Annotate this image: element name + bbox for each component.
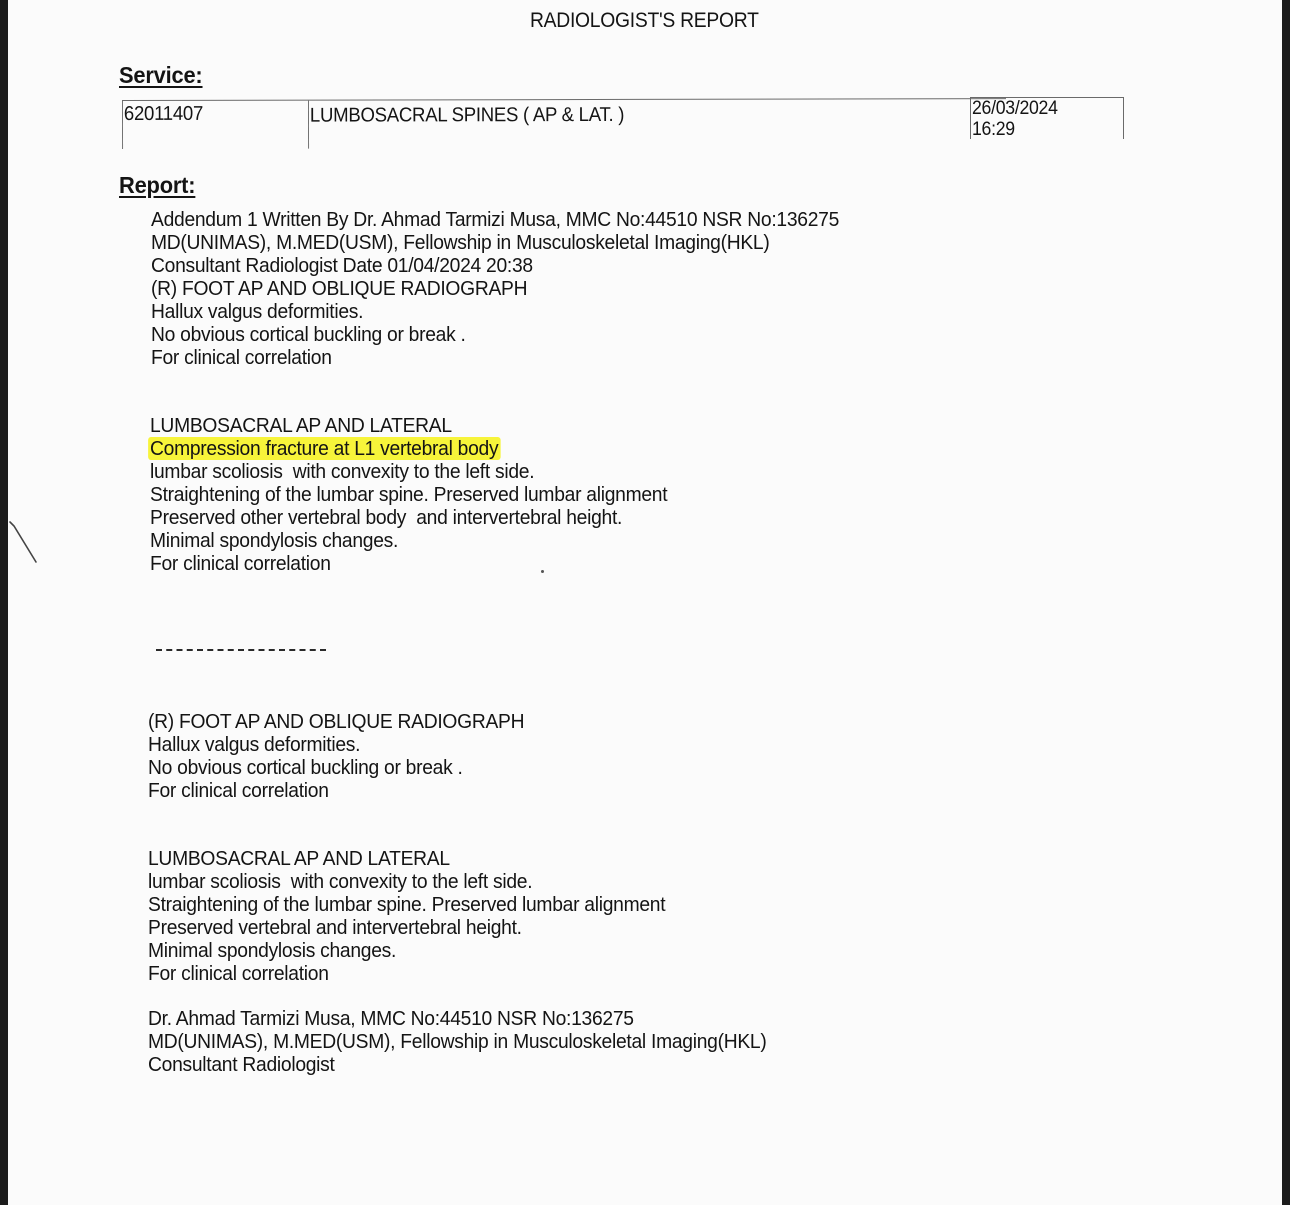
- finding-line: Preserved vertebral and intervertebral height.: [148, 916, 522, 939]
- service-datetime: [970, 97, 1124, 139]
- original-lumbosacral-block: [148, 847, 665, 985]
- report-heading: Report:: [119, 172, 196, 198]
- finding-line: Straightening of the lumbar spine. Preserved lumbar alignment: [150, 483, 668, 506]
- signature-line: Dr. Ahmad Tarmizi Musa, MMC No:44510 NSR No:136275: [148, 1007, 634, 1030]
- addendum-lumbosacral-block: [150, 414, 667, 575]
- report-page: [8, 0, 1282, 1205]
- finding-line: For clinical correlation: [148, 779, 329, 802]
- finding-line: lumbar scoliosis with convexity to the left side.: [148, 870, 533, 893]
- finding-line: For clinical correlation: [148, 962, 329, 985]
- signature-line: MD(UNIMAS), M.MED(USM), Fellowship in Musculoskeletal Imaging(HKL): [148, 1030, 767, 1053]
- service-time: 16:29: [972, 119, 1015, 140]
- finding-line: Preserved other vertebral body and intervertebral height.: [150, 506, 623, 529]
- original-foot-block: [148, 710, 524, 802]
- original-lumbosacral-heading: LUMBOSACRAL AP AND LATERAL: [148, 847, 450, 870]
- finding-line: Hallux valgus deformities.: [148, 733, 361, 756]
- finding-line: Minimal spondylosis changes.: [148, 939, 397, 962]
- report-title: RADIOLOGIST'S REPORT: [530, 9, 759, 32]
- signature-line: Consultant Radiologist: [148, 1053, 335, 1076]
- service-code: 62011407: [122, 101, 294, 149]
- addendum-line: Hallux valgus deformities.: [151, 300, 364, 323]
- finding-line: For clinical correlation: [150, 552, 331, 575]
- addendum-block: [151, 208, 839, 369]
- radiologist-signature: [148, 1007, 767, 1076]
- finding-line: No obvious cortical buckling or break .: [148, 756, 463, 779]
- addendum-line: MD(UNIMAS), M.MED(USM), Fellowship in Musculoskeletal Imaging(HKL): [151, 231, 770, 254]
- addendum-line: Addendum 1 Written By Dr. Ahmad Tarmizi Musa, MMC No:44510 NSR No:136275: [151, 208, 840, 231]
- addendum-lumbosacral-heading: LUMBOSACRAL AP AND LATERAL: [150, 414, 452, 437]
- highlighted-finding: Compression fracture at L1 vertebral body: [150, 437, 499, 460]
- addendum-foot-heading: (R) FOOT AP AND OBLIQUE RADIOGRAPH: [151, 277, 528, 300]
- addendum-line: No obvious cortical buckling or break .: [151, 323, 466, 346]
- addendum-line: For clinical correlation: [151, 346, 332, 369]
- service-description: LUMBOSACRAL SPINES ( AP & LAT. ): [308, 100, 624, 149]
- service-heading: Service:: [119, 62, 203, 88]
- section-divider: [156, 649, 326, 651]
- finding-line: Minimal spondylosis changes.: [150, 529, 399, 552]
- scan-speck: [541, 570, 544, 573]
- finding-line: Straightening of the lumbar spine. Preserved lumbar alignment: [148, 893, 666, 916]
- original-foot-heading: (R) FOOT AP AND OBLIQUE RADIOGRAPH: [148, 710, 525, 733]
- pen-mark-icon: [8, 518, 48, 568]
- addendum-line: Consultant Radiologist Date 01/04/2024 20:38: [151, 254, 533, 277]
- service-date: 26/03/2024: [972, 98, 1058, 119]
- service-table: [122, 98, 1006, 151]
- page-edge-shadow: [1282, 0, 1290, 1205]
- finding-line: lumbar scoliosis with convexity to the left side.: [150, 460, 535, 483]
